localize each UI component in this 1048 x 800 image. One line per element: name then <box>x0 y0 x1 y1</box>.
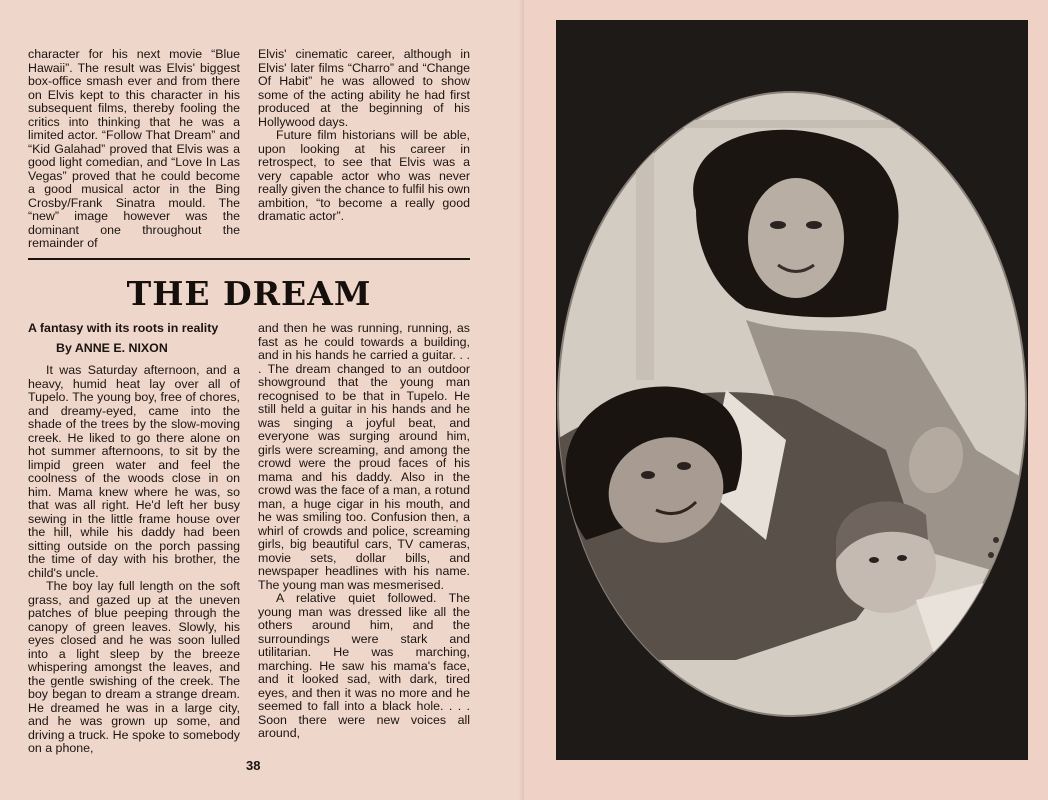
intro-right-paragraph-1: Elvis' cinematic career, although in Elvis' later films “Charro” and “Change Of Habit” he was allowed to show some of the acting ability he had first produced at the beginning of his Hollywood days. <box>258 47 470 129</box>
intro-left-paragraph: character for his next movie “Blue Hawaii”. The result was Elvis' biggest box-office smash ever and from there on Elvis kept to this character in his subsequent films, thereby fooling the critics into thinking that he was a limited actor. “Follow That Dream” and “Kid Galahad” proved that Elvis was a good light comedian, and “Love In Las Vegas” proved that he could become a good musical actor in the Bing Crosby/Frank Sinatra mould. The “new” image however was the dominant one throughout the remainder of <box>28 47 240 250</box>
family-photo-illustration <box>556 20 1028 760</box>
section-divider <box>28 258 470 260</box>
article-left-paragraph-1: It was Saturday afternoon, and a heavy, humid heat lay over all of Tupelo. The young boy, free of chores, and dreamy-eyed, came into the shade of the trees by the slow-moving creek. He liked to go there alone on hot summer afternoons, to sit by the limpid green water and feel the coolness of the woods close in on him. Mama knew where he was, so that was all right. He'd left her busy sewing in the little frame house over the hill, while his daddy had been sitting outside on the porch passing the time of day with his brother, the child's uncle. <box>28 363 240 580</box>
article-title: THE DREAM <box>126 274 372 313</box>
intro-column-right <box>258 48 470 224</box>
article-left-paragraph-2: The boy lay full length on the soft grass, and gazed up at the uneven patches of blue peeping through the canopy of green leaves. Slowly, his eyes closed and he was soon lulled into a light sleep by the breeze whispering amongst the leaves, and the gentle swishing of the creek. The boy began to dream a strange dream. He dreamed he was in a large city, and he was grown up some, and driving a truck. He spoke to somebody on a phone, <box>28 579 240 755</box>
intro-right-paragraph-2: Future film historians will be able, upon looking at his career in retrospect, to see that Elvis was a very capable actor who was never really given the chance to fulfil his own ambition, “to become a really good dramatic actor”. <box>258 128 470 223</box>
article-column-right <box>258 322 470 741</box>
family-photo <box>556 20 1028 760</box>
article-byline: By ANNE E. NIXON <box>56 340 168 355</box>
article-right-paragraph-2: A relative quiet followed. The young man was dressed like all the others around him, and the surroundings were stark and utilitarian. He was marching, marching. He saw his mama's face, and it looked sad, with dark, tired eyes, and then it was no more and he seemed to fall into a black hole. . . . Soon there were new voices all around, <box>258 591 470 740</box>
woman-face <box>748 178 844 298</box>
article-column-left <box>28 322 240 756</box>
page-number: 38 <box>246 758 261 773</box>
intro-column-left <box>28 48 240 251</box>
article-subtitle: A fantasy with its roots in reality <box>28 321 219 335</box>
article-right-paragraph-1: and then he was running, running, as fast as he could towards a building, and in his hands he carried a guitar. . . . The dream changed to an outdoor showground that the young man recognised to be that in Tupelo. He still held a guitar in his hands and he was singing a joyful beat, and everyone was surging around him, girls were screaming, and among the crowd were the proud faces of his mama and his daddy. Also in the crowd was the face of a man, a rotund man, a huge cigar in his mouth, and he was smiling too. Confusion then, a whirl of crowds and police, screaming girls, big beautiful cars, TV cameras, movie sets, dollar bills, and newspaper headlines with his name. The young man was mesmerised. <box>258 321 470 592</box>
